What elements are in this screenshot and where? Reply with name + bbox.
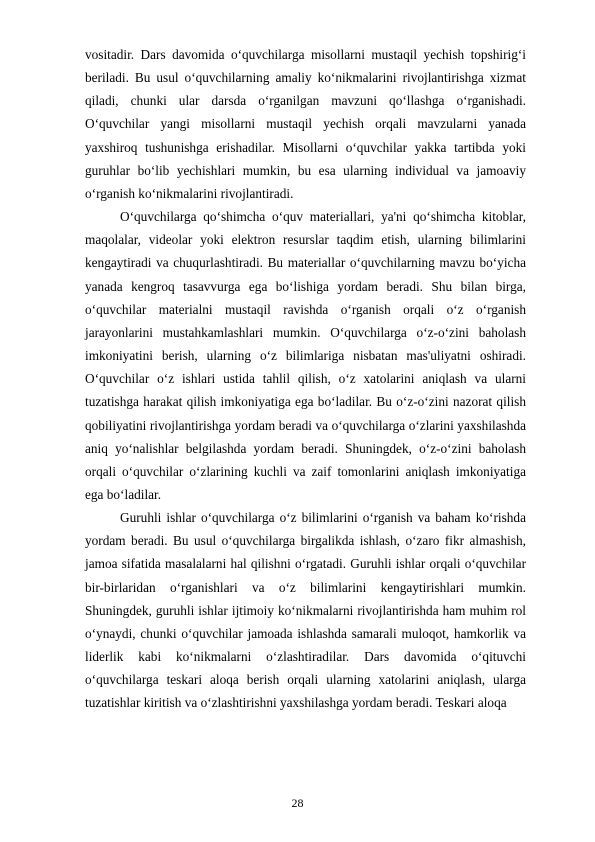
page-number: 28 (291, 796, 304, 810)
paragraph-3: Guruhli ishlar o‘quvchilarga o‘z bilimlarini o‘rganish va baham ko‘rishda yordam beradi. Bu usul o‘quvchilarga birgalikda ishlash, o‘zaro fikr almashish, jamoa sifatida masalalarni hal qilishni o‘rgatadi. Guruhli ishlar orqali o‘quvchilar bir-birlaridan o‘rganishlari va o‘z bilimlarini kengaytirishlari mumkin. Shuningdek, guruhli ishlar ijtimoiy ko‘nikmalarni rivojlantirishda ham muhim rol o‘ynaydi, chunki o‘quvchilar jamoada ishlashda samarali muloqot, hamkorlik va liderlik kabi ko‘nikmalarni o‘zlashtiradilar. Dars davomida o‘qituvchi o‘quvchilarga teskari aloqa berish orqali ularning xatolarini aniqlash, ularga tuzatishlar kiritish va o‘zlashtirishni yaxshilashga yordam beradi. Teskari aloqa (85, 510, 526, 711)
body-text (85, 43, 526, 715)
paragraph-1: vositadir. Dars davomida o‘quvchilarga misollarni mustaqil yechish topshirig‘i beriladi. Bu usul o‘quvchilarning amaliy ko‘nikmalarini rivojlantirishga xizmat qiladi, chunki ular darsda o‘rganilgan mavzuni qo‘llashga o‘rganishadi. O‘quvchilar yangi misollarni mustaqil yechish orqali mavzularni yanada yaxshiroq tushunishga erishadilar. Misollarni o‘quvchilar yakka tartibda yoki guruhlar bo‘lib yechishlari mumkin, bu esa ularning individual va jamoaviy o‘rganish ko‘nikmalarini rivojlantiradi. (85, 47, 526, 201)
paragraph-2: O‘quvchilarga qo‘shimcha o‘quv materiallari, ya'ni qo‘shimcha kitoblar, maqolalar, videolar yoki elektron resurslar taqdim etish, ularning bilimlarini kengaytiradi va chuqurlashtiradi. Bu materiallar o‘quvchilarning mavzu bo‘yicha yanada kengroq tasavvurga ega bo‘lishiga yordam beradi. Shu bilan birga, o‘quvchilar materialni mustaqil ravishda o‘rganish orqali o‘z o‘rganish jarayonlarini mustahkamlashlari mumkin. O‘quvchilarga o‘z-o‘zini baholash imkoniyatini berish, ularning o‘z bilimlariga nisbatan mas'uliyatni oshiradi. O‘quvchilar o‘z ishlari ustida tahlil qilish, o‘z xatolarini aniqlash va ularni tuzatishga harakat qilish imkoniyatiga ega bo‘ladilar. Bu o‘z-o‘zini nazorat qilish qobiliyatini rivojlantirishga yordam beradi va o‘quvchilarga o‘zlarini yaxshilashda aniq yo‘nalishlar belgilashda yordam beradi. Shuningdek, o‘z-o‘zini baholash orqali o‘quvchilar o‘zlarining kuchli va zaif tomonlarini aniqlash imkoniyatiga ega bo‘ladilar. (85, 209, 526, 502)
